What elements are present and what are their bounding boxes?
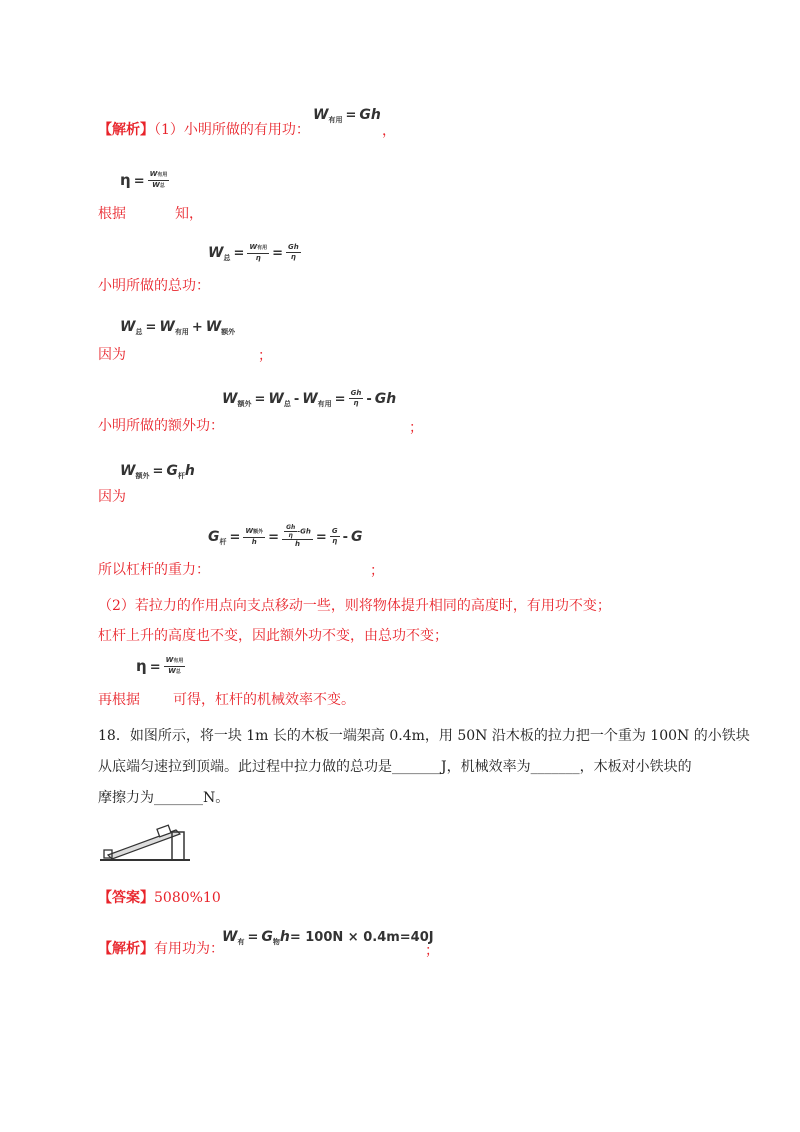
analysis-1-comma: ， (382, 123, 396, 139)
analysis-label: 【解析】 (98, 122, 154, 138)
board (108, 830, 180, 859)
analysis-1-text: （1）小明所做的有用功： (154, 122, 310, 138)
semicolon-1: ； (258, 348, 272, 364)
question-18-line3: 摩擦力为_______N。 (98, 790, 230, 806)
formula-rod-weight: $G_杆$ = $\frac{\text{W额外}}{h}$ = $\frac{Gh}{\eta}$ -Gh h = $\frac{G}{\eta}$ - G (208, 524, 363, 548)
conclusion-text: 可得，杠杆的机械效率不变。 (173, 692, 355, 708)
again-by-text: 再根据 (98, 692, 140, 708)
analysis-1-line (98, 121, 310, 139)
semicolon-3: ； (370, 563, 384, 579)
answer-label: 【答案】 (98, 890, 154, 906)
question-18-line1: 18．如图所示，将一块 1m 长的木板一端架高 0.4m，用 50N 沿木板的拉力把一个重为 100N 的小铁块 (98, 728, 750, 744)
formula-efficiency-1: η = $\frac{\text{W有用}}{\text{W总}}$ (120, 170, 168, 189)
because-1: 因为 (98, 347, 126, 363)
formula-useful-result: $W_有 = G_物h= 100N \times 0.4m=40J$ (222, 929, 434, 946)
part2-line1: （2）若拉力的作用点向支点移动一些，则将物体提升相同的高度时，有用功不变； (98, 598, 611, 614)
extra-work-label: 小明所做的额外功： (98, 418, 224, 434)
part2-line2: 杠杆上升的高度也不变，因此额外功不变，由总功不变； (98, 628, 448, 644)
by-text: 根据 (98, 206, 126, 222)
analysis-2-semicolon: ； (425, 943, 439, 959)
analysis-2-line (98, 940, 224, 958)
incline-figure (98, 818, 194, 866)
lever-weight-label: 所以杠杆的重力： (98, 562, 210, 578)
question-18-line2: 从底端匀速拉到顶端。此过程中拉力做的总功是_______J，机械效率为_______，木板对小铁块的 (98, 759, 692, 775)
formula-useful-work: $W_{有用} = Gh$ (313, 107, 381, 124)
analysis-2-label: 【解析】 (98, 941, 154, 957)
analysis-2-text: 有用功为： (154, 941, 224, 957)
answer-line (98, 889, 221, 907)
semicolon-2: ； (409, 420, 423, 436)
answer-value: 5080%10 (154, 890, 221, 906)
know-text: 知， (175, 206, 203, 222)
formula-extra-rod: $W_{额外} = G_杆h$ (120, 463, 195, 480)
formula-efficiency-2: η = $\frac{\text{W有用}}{\text{W总}}$ (136, 656, 184, 675)
formula-total-work: $W_总$ = $\frac{\text{W有用}}{\eta}$ = $\frac{Gh}{\eta}$ (208, 242, 299, 262)
formula-work-sum: $W_总 = W_{有用} + W_{额外}$ (120, 319, 236, 336)
formula-extra-work: $W_{额外} = W_总 - W_{有用}$ = $\frac{Gh}{\eta}$ - Gh (222, 389, 397, 408)
because-2: 因为 (98, 489, 126, 505)
total-work-label: 小明所做的总功： (98, 278, 210, 294)
